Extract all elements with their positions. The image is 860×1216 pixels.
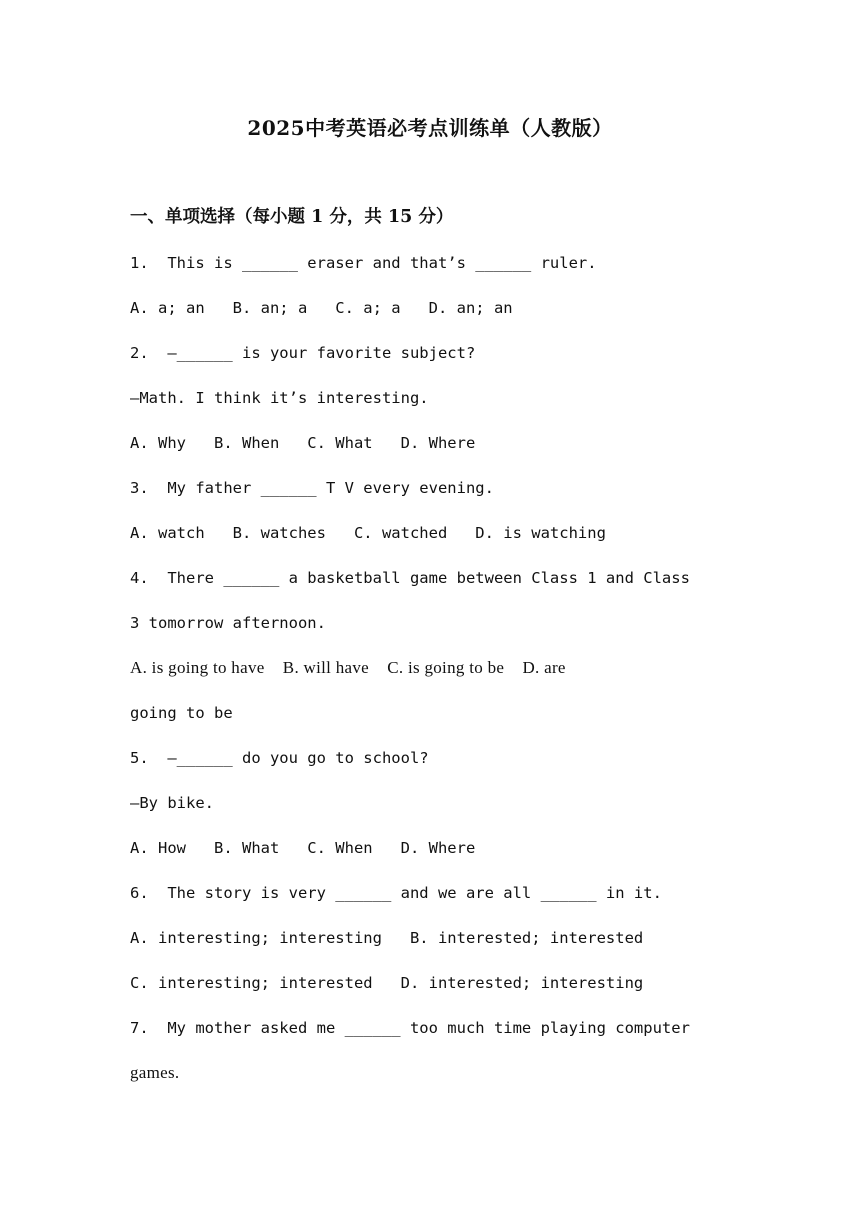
- question-7-stem-continued: games.: [130, 1063, 180, 1082]
- document-title: 2025中考英语必考点训练单（人教版）: [247, 116, 613, 140]
- question-1-options: A. a; an B. an; a C. a; a D. an; an: [130, 299, 513, 317]
- question-4-options: A. is going to have B. will have C. is going to be D. are: [130, 658, 566, 677]
- section-heading: 一、单项选择（每小题 1 分，共 15 分）: [130, 207, 454, 227]
- question-3-stem: 3. My father ______ T V every evening.: [130, 479, 494, 497]
- question-4-options-continued: going to be: [130, 704, 233, 722]
- question-1-stem: 1. This is ______ eraser and that’s ______ ruler.: [130, 254, 597, 272]
- question-2-dialogue: —Math. I think it’s interesting.: [130, 389, 429, 407]
- question-3-options: A. watch B. watches C. watched D. is watching: [130, 524, 606, 542]
- question-5-dialogue: —By bike.: [130, 794, 214, 812]
- question-4-stem: 4. There ______ a basketball game between Class 1 and Class: [130, 569, 690, 587]
- question-6-options-ab: A. interesting; interesting B. interested; interested: [130, 929, 644, 947]
- question-5-stem: 5. —______ do you go to school?: [130, 749, 429, 767]
- question-7-stem: 7. My mother asked me ______ too much time playing computer: [130, 1019, 690, 1037]
- question-5-options: A. How B. What C. When D. Where: [130, 839, 476, 857]
- question-list: [130, 248, 740, 1103]
- question-4-stem-continued: 3 tomorrow afternoon.: [130, 614, 326, 632]
- question-2-stem: 2. —______ is your favorite subject?: [130, 344, 476, 362]
- question-6-options-cd: C. interesting; interested D. interested; interesting: [130, 974, 644, 992]
- question-2-options: A. Why B. When C. What D. Where: [130, 434, 476, 452]
- question-6-stem: 6. The story is very ______ and we are all ______ in it.: [130, 884, 662, 902]
